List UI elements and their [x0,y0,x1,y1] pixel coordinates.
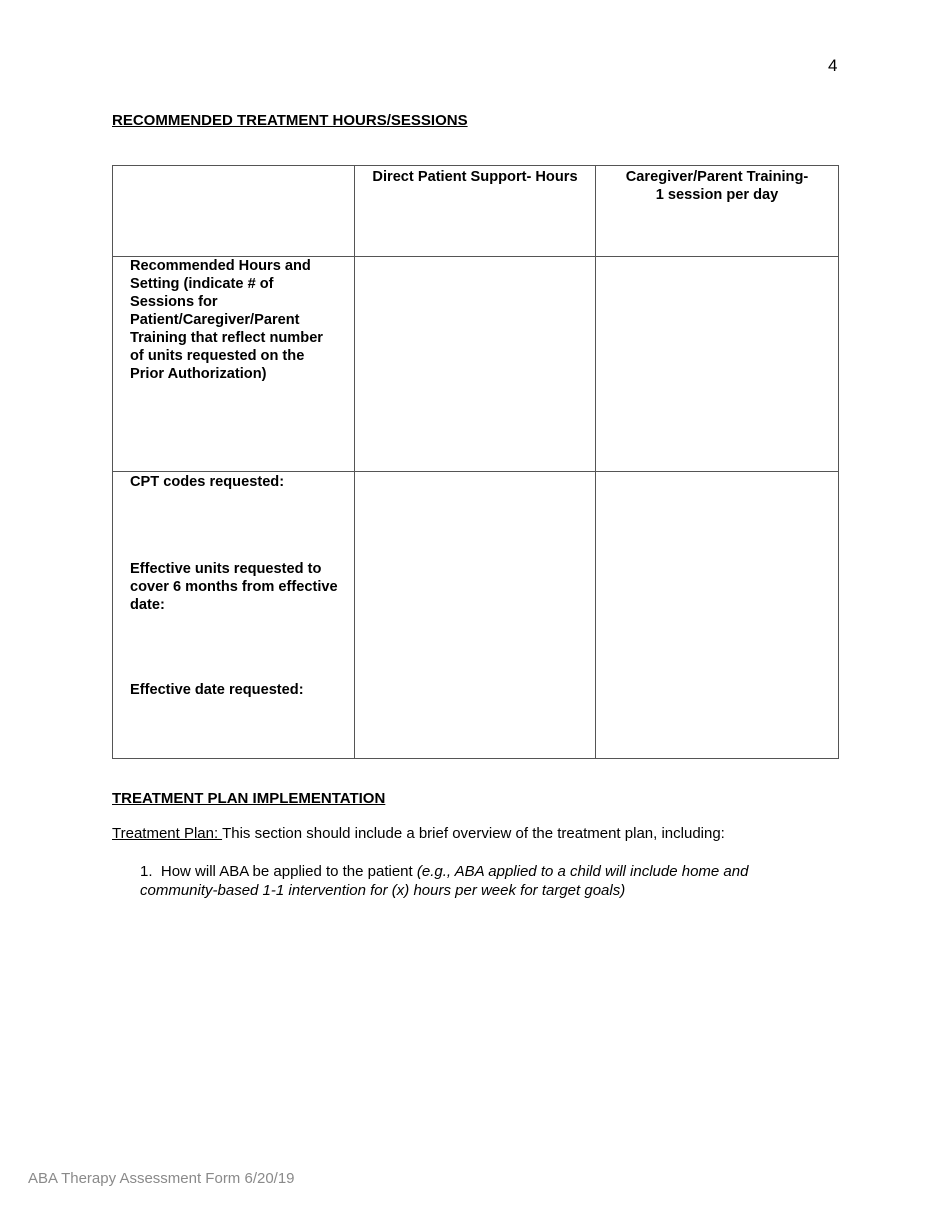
codes-units-caregiver-cell[interactable] [596,472,839,759]
table-corner-cell [113,166,355,257]
section-heading-treatment-plan: TREATMENT PLAN IMPLEMENTATION [112,790,386,807]
column-header-caregiver-training-text: Caregiver/Parent Training- 1 session per day [625,169,809,203]
column-header-caregiver-training [596,166,839,257]
codes-units-direct-cell[interactable] [355,472,596,759]
effective-units-label: Effective units requested to cover 6 months from effective date: [130,561,338,613]
effective-date-label: Effective date requested: [130,682,304,698]
recommended-hours-label-cell [113,257,355,472]
treatment-plan-description: This section should include a brief overview of the treatment plan, including: [222,825,725,842]
list-item-text: How will ABA be applied to the patient [160,863,417,880]
page-number: 4 [828,56,838,75]
recommended-hours-direct-cell[interactable] [355,257,596,472]
recommended-hours-caregiver-cell[interactable] [596,257,839,472]
treatment-hours-table [112,165,839,759]
codes-units-label-cell [113,472,355,759]
footer-form-label: ABA Therapy Assessment Form 6/20/19 [28,1170,295,1187]
list-item [140,862,830,900]
table-row [113,472,839,759]
table-header-row [113,166,839,257]
treatment-plan-intro [112,825,725,842]
table-row [113,257,839,472]
cpt-codes-label: CPT codes requested: [130,474,285,490]
column-header-direct-patient-support: Direct Patient Support- Hours [355,166,596,257]
recommended-hours-label: Recommended Hours and Setting (indicate # of Sessions for Patient/Caregiver/Parent Training that reflect number of units requested on the Prior Authorization) [130,258,323,382]
list-item-number: 1. [140,863,153,880]
treatment-plan-label: Treatment Plan: [112,825,223,842]
list-item-example: (e.g., ABA applied to a child will include home and community-based 1-1 intervention for (x) hours per week for target goals) [140,863,749,899]
section-heading-treatment-hours: RECOMMENDED TREATMENT HOURS/SESSIONS [112,112,468,129]
